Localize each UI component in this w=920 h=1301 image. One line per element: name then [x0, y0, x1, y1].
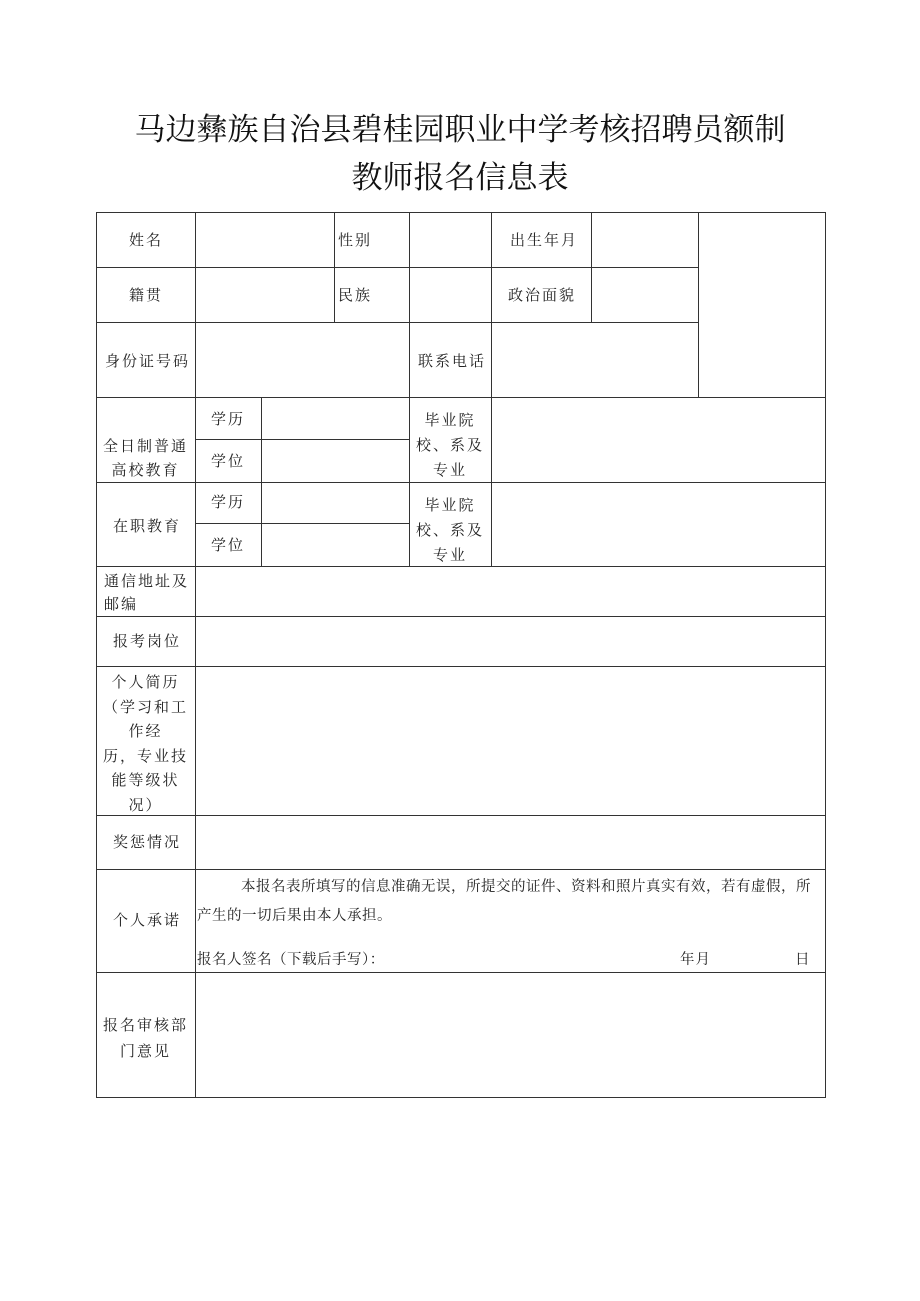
- review-field[interactable]: [196, 973, 825, 1097]
- id-number-label: 身份证号码: [105, 352, 191, 370]
- fulltime-school-field[interactable]: [492, 398, 825, 482]
- fulltime-degree-field[interactable]: [262, 440, 409, 482]
- fulltime-school-label: 毕业院 校、系及 专业: [415, 411, 484, 479]
- ethnic-field[interactable]: [410, 268, 491, 322]
- position-field[interactable]: [196, 617, 825, 666]
- political-label: 政治面貌: [508, 286, 577, 304]
- native-field[interactable]: [196, 268, 334, 322]
- resume-field[interactable]: [196, 667, 825, 815]
- name-label: 姓名: [129, 231, 164, 249]
- inservice-school-field[interactable]: [492, 483, 825, 566]
- inservice-degree-field[interactable]: [262, 524, 409, 566]
- position-label: 报考岗位: [113, 632, 182, 650]
- name-field[interactable]: [196, 213, 334, 267]
- date-year-month: 年月: [680, 952, 711, 968]
- resume-label: 个人简历 （学习和工 作经 历，专业技 能等级状 况）: [102, 673, 188, 814]
- phone-label: 联系电话: [418, 352, 487, 370]
- pledge-label: 个人承诺: [113, 911, 182, 929]
- inservice-label: 在职教育: [113, 517, 182, 535]
- birth-field[interactable]: [592, 213, 698, 267]
- ethnic-label: 民族: [338, 286, 373, 304]
- signature-label: 报名人签名（下载后手写）：: [197, 952, 385, 968]
- review-label: 报名审核部 门意见: [102, 1016, 188, 1060]
- date-day: 日: [795, 952, 812, 968]
- fulltime-degree-label: 学位: [211, 452, 246, 470]
- inservice-education-label: 学历: [211, 493, 246, 511]
- gender-field[interactable]: [410, 213, 491, 267]
- gender-label: 性别: [338, 231, 373, 249]
- page-title-line-1: 马边彝族自治县碧桂园职业中学考核招聘员额制: [134, 112, 786, 148]
- pledge-text: 本报名表所填写的信息准确无误，所提交的证件、资料和照片真实有效，若有虚假，所产生的一切后果由本人承担。: [197, 879, 811, 924]
- inservice-degree-label: 学位: [211, 536, 246, 554]
- fulltime-education-label: 学历: [211, 410, 246, 428]
- awards-field[interactable]: [196, 816, 825, 869]
- awards-label: 奖惩情况: [113, 833, 182, 851]
- native-label: 籍贯: [129, 286, 164, 304]
- id-number-field[interactable]: [196, 323, 409, 397]
- fulltime-label: 全日制普通 高校教育: [102, 437, 188, 479]
- photo-area[interactable]: [699, 213, 825, 397]
- birth-label: 出生年月: [510, 231, 579, 249]
- phone-field[interactable]: [492, 323, 698, 397]
- page-title-line-2: 教师报名信息表: [351, 160, 569, 196]
- fulltime-education-field[interactable]: [262, 398, 409, 439]
- address-field[interactable]: [196, 567, 825, 616]
- inservice-school-label: 毕业院 校、系及 专业: [415, 496, 484, 564]
- address-label: 通信地址及 邮编: [104, 572, 190, 613]
- political-field[interactable]: [592, 268, 698, 322]
- inservice-education-field[interactable]: [262, 483, 409, 523]
